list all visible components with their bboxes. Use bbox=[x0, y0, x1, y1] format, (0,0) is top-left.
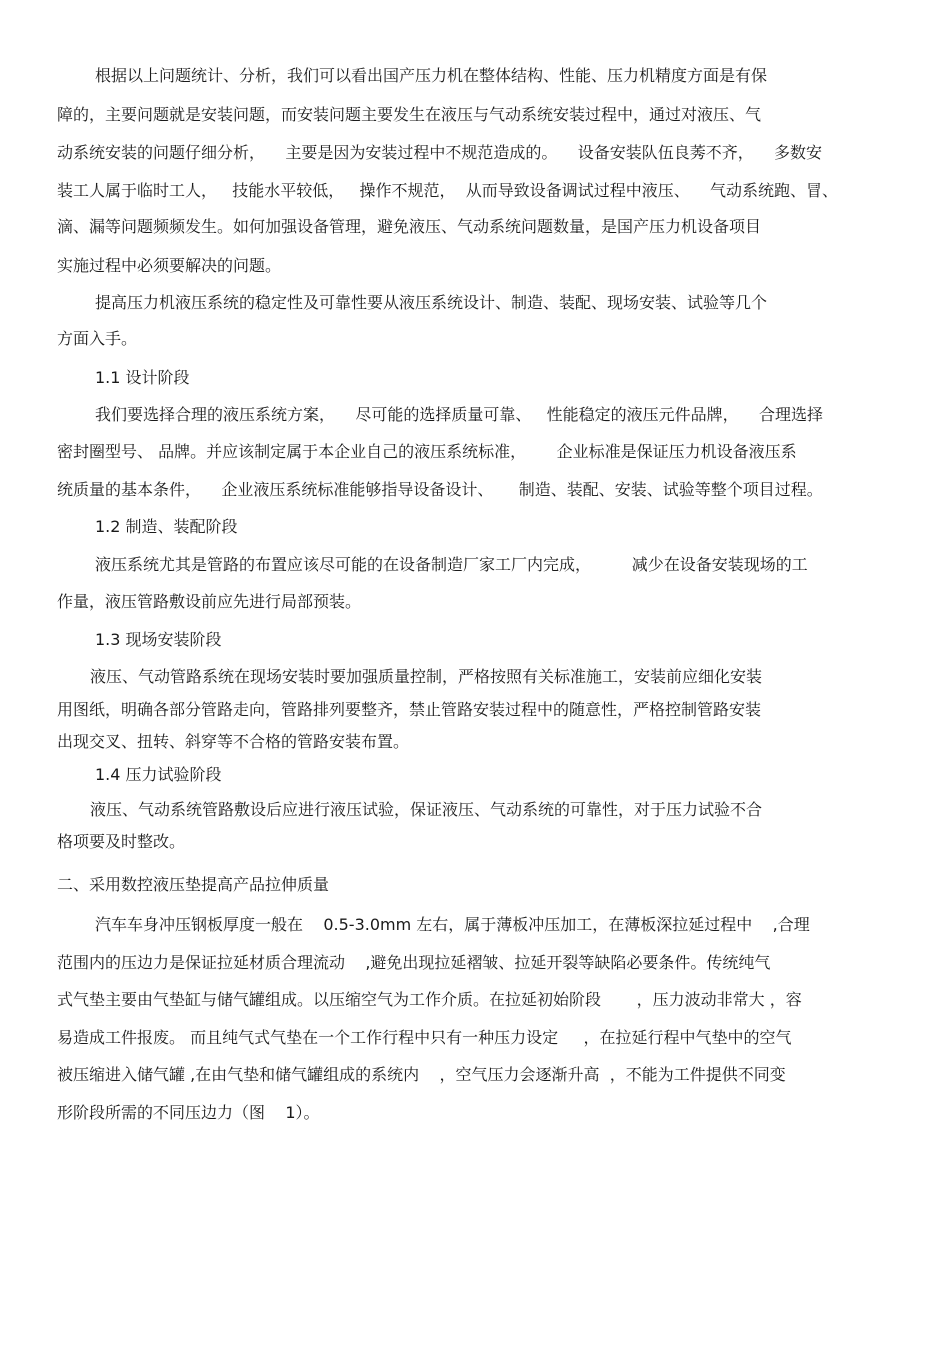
paragraph-line: 形阶段所需的不同压边力（图 1）。 bbox=[57, 1103, 320, 1122]
paragraph-line: 装工人属于临时工人， 技能水平较低， 操作不规范， 从而导致设备调试过程中液压、 气动系统跑、冒、 bbox=[57, 181, 839, 200]
section-heading: 1.3 现场安装阶段 bbox=[95, 630, 222, 649]
paragraph-line: 范围内的压边力是保证拉延材质合理流动 ,避免出现拉延褶皱、拉延开裂等缺陷必要条件。传统纯气 bbox=[57, 953, 771, 972]
paragraph-line: 方面入手。 bbox=[57, 329, 138, 348]
paragraph-line: 格项要及时整改。 bbox=[57, 832, 186, 851]
paragraph-line: 汽车车身冲压钢板厚度一般在 0.5-3.0mm 左右，属于薄板冲压加工，在薄板深拉延过程中 ,合理 bbox=[95, 915, 810, 934]
paragraph-line: 根据以上问题统计、分析，我们可以看出国产压力机在整体结构、性能、压力机精度方面是有保 bbox=[95, 66, 768, 85]
paragraph-line: 易造成工件报废。 而且纯气式气垫在一个工作行程中只有一种压力设定 ，在拉延行程中气垫中的空气 bbox=[57, 1028, 792, 1047]
section-heading: 1.2 制造、装配阶段 bbox=[95, 517, 238, 536]
paragraph-line: 滴、漏等问题频频发生。如何加强设备管理，避免液压、气动系统问题数量，是国产压力机设备项目 bbox=[57, 217, 762, 236]
section-heading: 1.4 压力试验阶段 bbox=[95, 765, 222, 784]
paragraph-line: 障的，主要问题就是安装问题，而安装问题主要发生在液压与气动系统安装过程中，通过对液压、气 bbox=[57, 105, 762, 124]
paragraph-line: 式气垫主要由气垫缸与储气罐组成。以压缩空气为工作介质。在拉延初始阶段 ，压力波动非常大 ，容 bbox=[57, 990, 802, 1009]
paragraph-line: 液压、气动管路系统在现场安装时要加强质量控制，严格按照有关标准施工，安装前应细化安装 bbox=[90, 667, 763, 686]
paragraph-line: 被压缩进入储气罐 ,在由气垫和储气罐组成的系统内 ，空气压力会逐渐升高 ，不能为工件提供不同变 bbox=[57, 1065, 786, 1084]
paragraph-line: 提高压力机液压系统的稳定性及可靠性要从液压系统设计、制造、装配、现场安装、试验等几个 bbox=[95, 293, 768, 312]
paragraph-line: 实施过程中必须要解决的问题。 bbox=[57, 256, 282, 275]
paragraph-line: 动系统安装的问题仔细分析， 主要是因为安装过程中不规范造成的。 设备安装队伍良莠不齐， 多数安 bbox=[57, 143, 823, 162]
section-heading: 1.1 设计阶段 bbox=[95, 368, 190, 387]
section-heading: 二、采用数控液压垫提高产品拉伸质量 bbox=[57, 875, 330, 894]
paragraph-line: 密封圈型号、 品牌。并应该制定属于本企业自己的液压系统标准， 企业标准是保证压力机设备液压系 bbox=[57, 442, 797, 461]
paragraph-line: 液压、气动系统管路敷设后应进行液压试验，保证液压、气动系统的可靠性，对于压力试验不合 bbox=[90, 800, 763, 819]
paragraph-line: 统质量的基本条件， 企业液压系统标准能够指导设备设计、 制造、装配、安装、试验等整个项目过程。 bbox=[57, 480, 823, 499]
paragraph-line: 我们要选择合理的液压系统方案， 尽可能的选择质量可靠、 性能稳定的液压元件品牌， 合理选择 bbox=[95, 405, 823, 424]
paragraph-line: 出现交叉、扭转、斜穿等不合格的管路安装布置。 bbox=[57, 732, 410, 751]
paragraph-line: 液压系统尤其是管路的布置应该尽可能的在设备制造厂家工厂内完成， 减少在设备安装现场的工 bbox=[95, 555, 808, 574]
paragraph-line: 作量，液压管路敷设前应先进行局部预装。 bbox=[57, 592, 362, 611]
paragraph-line: 用图纸，明确各部分管路走向，管路排列要整齐，禁止管路安装过程中的随意性，严格控制管路安装 bbox=[57, 700, 762, 719]
